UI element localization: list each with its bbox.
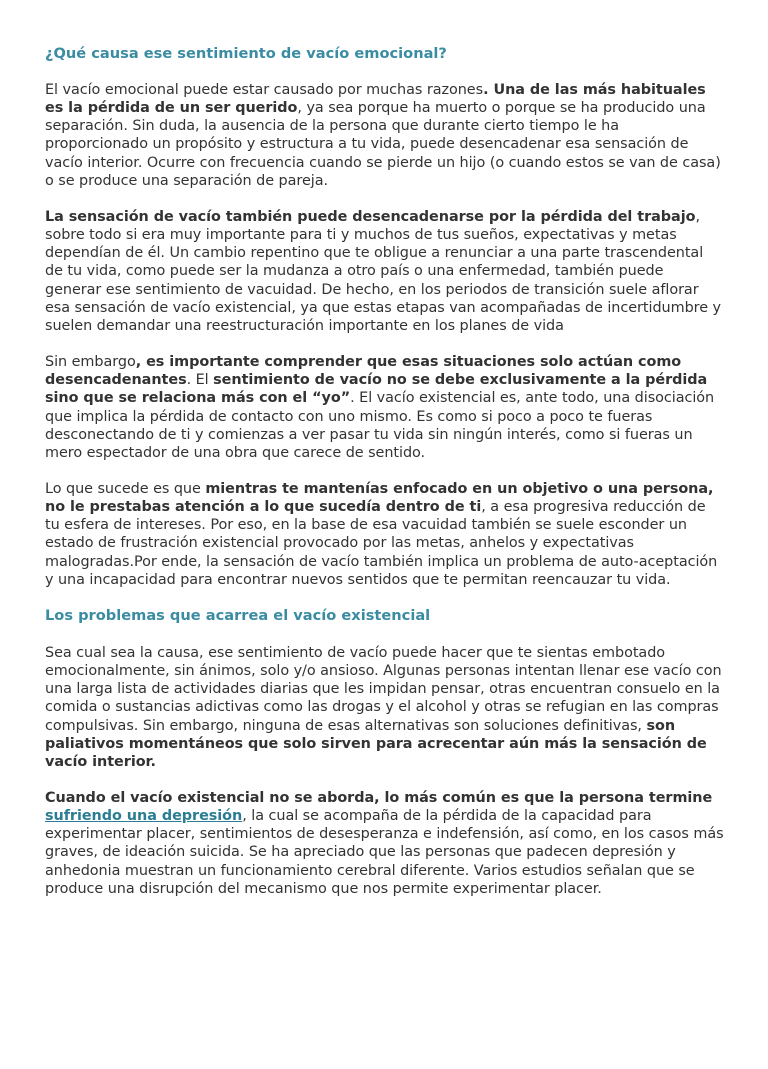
- bold-text: sentimiento de vacío no se debe exclusivamente a la pérdida sino que se relaciona más con el “yo”: [45, 372, 708, 407]
- section-heading-causes: ¿Qué causa ese sentimiento de vacío emocional?: [45, 45, 447, 62]
- depression-link[interactable]: sufriendo una depresión: [45, 808, 243, 825]
- body-text: El vacío emocional puede estar causado por muchas razones: [45, 82, 484, 98]
- bold-text: mientras te mantenías enfocado en un objetivo o una persona, no le prestabas atención a lo que sucedía dentro de ti: [45, 480, 714, 516]
- bold-text: La sensación de vacío también puede desencadenarse por la pérdida del trabajo: [45, 208, 696, 225]
- bold-text: Cuando el vacío existencial no se aborda, lo más común es que la persona termine: [45, 790, 713, 806]
- article: [0, 45, 768, 898]
- body-text: , a esa progresiva reducción de tu esfera de intereses. Por eso, en la base de esa vacuidad también se suele esconder un estado de frustración existencial provocado por las metas, anhelos y expectativas malogradas.Por ende, la sensación de vacío también implica un problema de auto-aceptación y una incapacidad para encontrar nuevos sentidos que te permitan reencauzar tu vida.: [45, 499, 718, 588]
- body-text: . El vacío existencial es, ante todo, una disociación que implica la pérdida de contacto con uno mismo. Es como si poco a poco te fueras desconectando de ti y comienzas a ver pasar tu vida sin ningún interés, como si fueras un mero espectador de una obra que carece de sentido.: [45, 390, 715, 461]
- paragraph-focus: [45, 480, 724, 589]
- body-text: . El: [186, 372, 214, 389]
- bold-text: son paliativos momentáneos que solo sirven para acrecentar aún más la sensación de vacío interior.: [45, 717, 707, 770]
- body-text: , la cual se acompaña de la pérdida de la capacidad para experimentar placer, sentimientos de desesperanza e indefensión, así como, en los casos más graves, de ideación suicida. Se ha apreciado que las personas que padecen depresión y anhedonia muestran un funcionamiento cerebral diferente. Varios estudios señalan que se produce una disrupción del mecanismo que nos permite experimentar placer.: [45, 808, 724, 897]
- body-text: Sin embargo: [45, 354, 136, 371]
- bold-text: . Una de las más habituales es la pérdida de un ser querido: [45, 82, 706, 117]
- paragraph-depression: [45, 789, 724, 898]
- section-heading-problems: Los problemas que acarrea el vacío existencial: [45, 606, 431, 624]
- paragraph-job-loss: [45, 208, 724, 335]
- body-text: , sobre todo si era muy importante para ti y muchos de tus sueños, expectativas y metas dependían de él. Un cambio repentino que te obligue a renunciar a una parte trascendental de tu vida, como puede ser la mudanza a otro país o una enfermedad, también puede generar ese sentimiento de vacuidad. De hecho, en los periodos de transición suele aflorar esa sensación de vacío existencial, ya que estas etapas van acompañadas de incertidumbre y suelen demandar una reestructuración importante en los planes de vida: [45, 208, 722, 334]
- bold-text: , es importante comprender que esas situaciones solo actúan como desencadenantes: [45, 354, 682, 389]
- paragraph-triggers: [45, 353, 724, 462]
- paragraph-causes-loss: [45, 81, 724, 190]
- body-text: Sea cual sea la causa, ese sentimiento de vacío puede hacer que te sientas embotado emocionalmente, sin ánimos, solo y/o ansioso. Algunas personas intentan llenar ese vacío con una larga lista de actividades diarias que les impidan pensar, otras encuentran consuelo en la comida o sustancias adictivas como las drogas y el alcohol y otras se refugian en las compras compulsivas. Sin embargo, ninguna de esas alternativas son soluciones definitivas,: [45, 644, 722, 734]
- body-text: Lo que sucede es que: [45, 480, 206, 497]
- paragraph-consequences: [45, 644, 724, 771]
- body-text: , ya sea porque ha muerto o porque se ha producido una separación. Sin duda, la ausencia de la persona que durante cierto tiempo le ha proporcionado un propósito y estructura a tu vida, puede desencadenar esa sensación de vacío interior. Ocurre con frecuencia cuando se pierde un hijo (o cuando estos se van de casa) o se produce una separación de pareja.: [45, 100, 721, 189]
